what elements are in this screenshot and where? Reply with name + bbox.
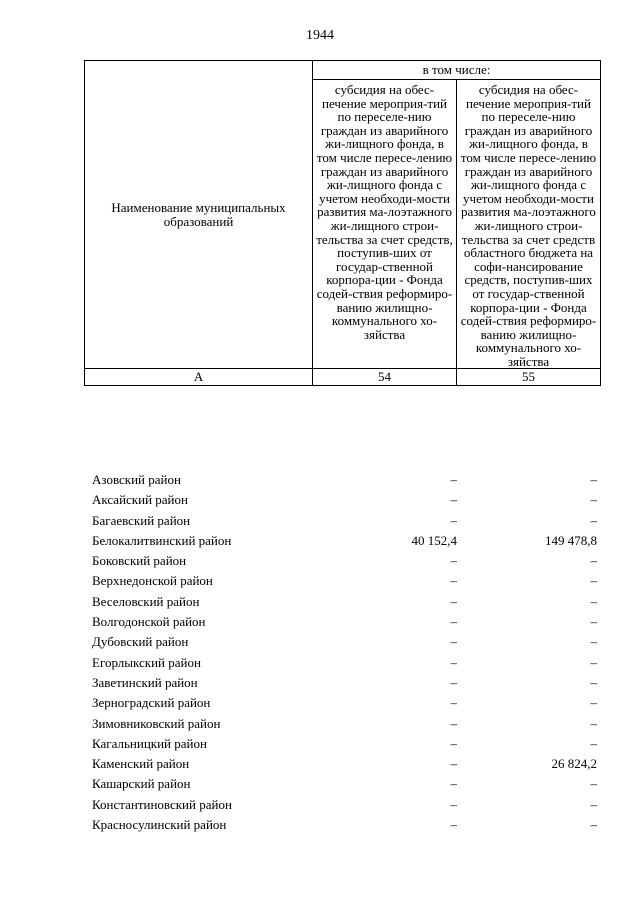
table-row (84, 653, 601, 673)
table-row (84, 531, 601, 551)
row-name: Верхнедонской район (92, 573, 213, 589)
row-name: Каменский район (92, 756, 190, 772)
row-value-54: – (450, 573, 458, 589)
table-row (84, 714, 601, 734)
row-value-55: – (590, 776, 597, 792)
row-value-55: – (590, 674, 597, 690)
page-number: 1944 (306, 28, 334, 43)
table-row (84, 693, 601, 713)
header-name-column: Наименование муниципальных образований (85, 61, 313, 369)
row-value-55: – (590, 634, 597, 650)
table-row (84, 734, 601, 754)
row-value-54: – (450, 776, 458, 792)
row-value-55: 149 478,8 (545, 532, 597, 548)
row-name: Боковский район (92, 553, 187, 569)
row-value-55: – (590, 512, 597, 528)
table-row (84, 774, 601, 794)
row-value-55: – (590, 695, 597, 711)
header-code-55: 55 (457, 369, 601, 386)
row-value-55: – (590, 715, 597, 731)
table-row (84, 592, 601, 612)
row-value-54: – (450, 654, 458, 670)
row-name: Егорлыкский район (92, 654, 201, 670)
row-name: Багаевский район (92, 512, 191, 528)
table-row (84, 795, 601, 815)
table-row (84, 673, 601, 693)
row-name: Веселовский район (92, 593, 200, 609)
row-name: Белокалитвинский район (92, 532, 232, 548)
row-value-55: – (590, 614, 597, 630)
table-row (84, 490, 601, 510)
row-name: Кашарский район (92, 776, 191, 792)
row-value-55: – (590, 492, 597, 508)
table-row (84, 551, 601, 571)
row-name: Аксайский район (92, 492, 188, 508)
table-row (84, 754, 601, 774)
row-value-55: – (590, 796, 597, 812)
table-header (84, 60, 601, 386)
row-value-54: 40 152,4 (411, 532, 458, 548)
header-group-label: в том числе: (313, 61, 601, 80)
row-name: Зерноградский район (92, 695, 211, 711)
row-name: Кагальницкий район (92, 735, 207, 751)
row-name: Волгодонской район (92, 614, 206, 630)
row-value-54: – (450, 492, 458, 508)
row-value-55: – (590, 573, 597, 589)
row-name: Константиновский район (92, 796, 232, 812)
row-name: Дубовский район (92, 634, 189, 650)
header-code-54: 54 (313, 369, 457, 386)
row-value-54: – (450, 817, 458, 833)
row-value-54: – (450, 614, 458, 630)
header-code-a: А (85, 369, 313, 386)
table-body (84, 470, 601, 835)
row-value-54: – (450, 634, 458, 650)
row-value-54: – (450, 593, 458, 609)
row-name: Красносулинский район (92, 817, 227, 833)
row-value-55: – (590, 735, 597, 751)
table-row (84, 612, 601, 632)
row-value-54: – (450, 512, 458, 528)
table-row (84, 511, 601, 531)
row-value-55: – (590, 654, 597, 670)
row-name: Зимовниковский район (92, 715, 221, 731)
table-row (84, 815, 601, 835)
table-row (84, 470, 601, 490)
row-value-54: – (450, 472, 458, 487)
header-col-54: субсидия на обес-печение мероприя-тий по переселе-нию граждан из аварийного жи-лищного фонда, в том числе пересе-лению граждан из аварийного жи-лищного фонда с учетом необходи-мости развития ма-лоэтажного жи-лищного строи-тельства за счет средств, поступив-ших от государ-ственной корпора-ции - Фонда содей-ствия реформиро-ванию жилищно-коммунального хо-зяйства (313, 80, 457, 369)
row-value-55: – (590, 817, 597, 833)
row-value-54: – (450, 735, 458, 751)
table-row (84, 632, 601, 652)
row-name: Заветинский район (92, 674, 198, 690)
row-value-54: – (450, 796, 458, 812)
table-row (84, 571, 601, 591)
row-value-55: – (590, 593, 597, 609)
row-value-54: – (450, 715, 458, 731)
row-value-54: – (450, 695, 458, 711)
row-value-54: – (450, 674, 458, 690)
row-value-54: – (450, 756, 458, 772)
row-value-54: – (450, 553, 458, 569)
row-name: Азовский район (92, 472, 181, 487)
header-col-55: субсидия на обес-печение мероприя-тий по переселе-нию граждан из аварийного жи-лищного фонда, в том числе пересе-лению граждан из аварийного жи-лищного фонда с учетом необходи-мости развития ма-лоэтажного жи-лищного строи-тельства за счет средств областного бюджета на софи-нансирование средств, поступив-ших от государ-ственной корпора-ции - Фонда содей-ствия реформиро-ванию жилищно-коммунального хо-зяйства (457, 80, 601, 369)
row-value-55: 26 824,2 (551, 756, 597, 772)
row-value-55: – (590, 553, 597, 569)
row-value-55: – (590, 472, 597, 487)
